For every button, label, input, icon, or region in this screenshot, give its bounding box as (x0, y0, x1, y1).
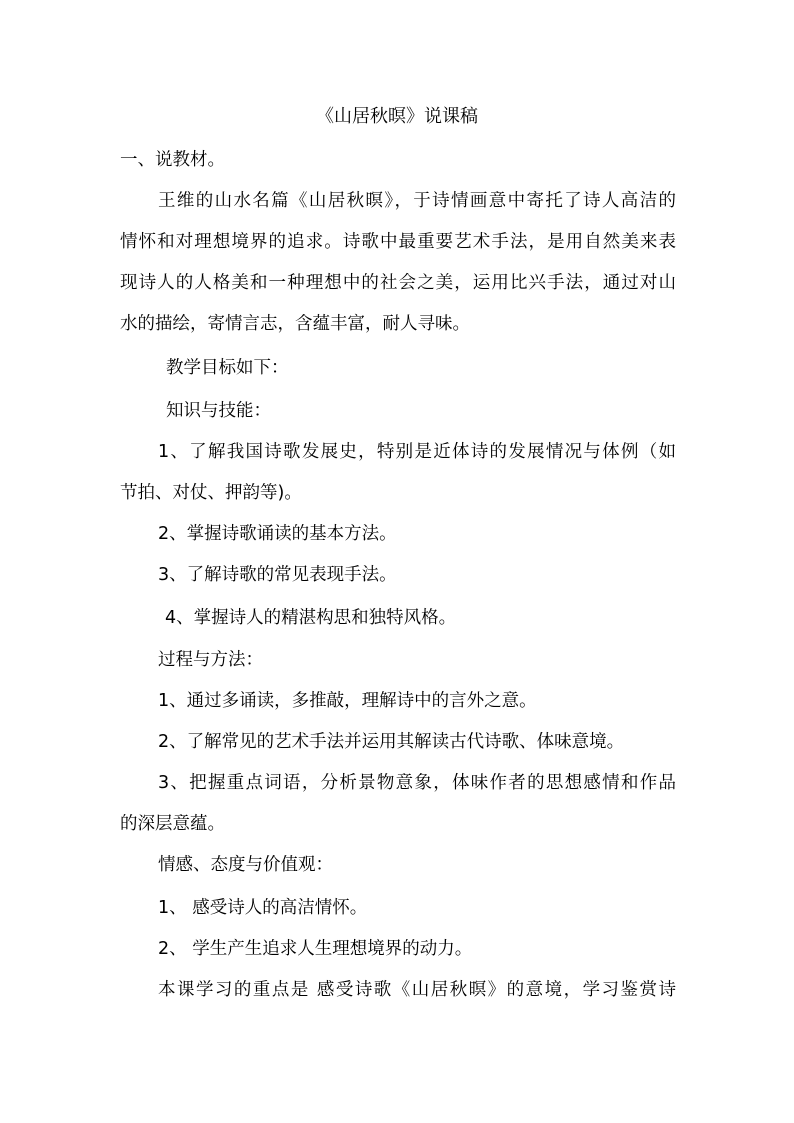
goals-heading: 教学目标如下： (166, 358, 289, 378)
knowledge-item-3: 3、了解诗歌的常见表现手法。 (158, 565, 397, 585)
knowledge-item-2: 2、掌握诗歌诵读的基本方法。 (158, 524, 397, 544)
process-item-3-line-1: 3、把握重点词语，分析景物意象，体味作者的思想感情和作品 (158, 773, 676, 793)
process-heading: 过程与方法： (158, 650, 263, 670)
intro-paragraph-line-2: 情怀和对理想境界的追求。诗歌中最重要艺术手法，是用自然美来表 (120, 232, 676, 252)
intro-paragraph-line-3: 现诗人的人格美和一种理想中的社会之美，运用比兴手法，通过对山 (120, 273, 676, 293)
knowledge-heading: 知识与技能： (166, 401, 271, 421)
process-item-1: 1、通过多诵读，多推敲，理解诗中的言外之意。 (158, 691, 537, 711)
knowledge-item-4: 4、掌握诗人的精湛构思和独特风格。 (165, 608, 457, 628)
emotion-item-2: 2、 学生产生追求人生理想境界的动力。 (158, 939, 473, 959)
emotion-heading: 情感、态度与价值观： (158, 855, 333, 875)
intro-paragraph-line-1: 王维的山水名篇《山居秋暝》，于诗情画意中寄托了诗人高洁的 (158, 191, 676, 211)
intro-paragraph-line-4: 水的描绘，寄情言志，含蕴丰富，耐人寻味。 (120, 314, 470, 334)
section-heading-teaching-material: 一、说教材。 (120, 150, 225, 170)
document-title: 《山居秋暝》说课稿 (316, 106, 478, 127)
knowledge-item-1-line-2: 节拍、对仗、押韵等)。 (120, 483, 302, 503)
emotion-item-1: 1、 感受诗人的高洁情怀。 (158, 898, 368, 918)
key-point-line-1: 本课学习的重点是 感受诗歌《山居秋暝》的意境，学习鉴赏诗 (158, 980, 676, 1000)
process-item-3-line-2: 的深层意蕴。 (120, 814, 225, 834)
process-item-2: 2、了解常见的艺术手法并运用其解读古代诗歌、体味意境。 (158, 732, 625, 752)
knowledge-item-1-line-1: 1、了解我国诗歌发展史，特别是近体诗的发展情况与体例（如 (158, 442, 676, 462)
